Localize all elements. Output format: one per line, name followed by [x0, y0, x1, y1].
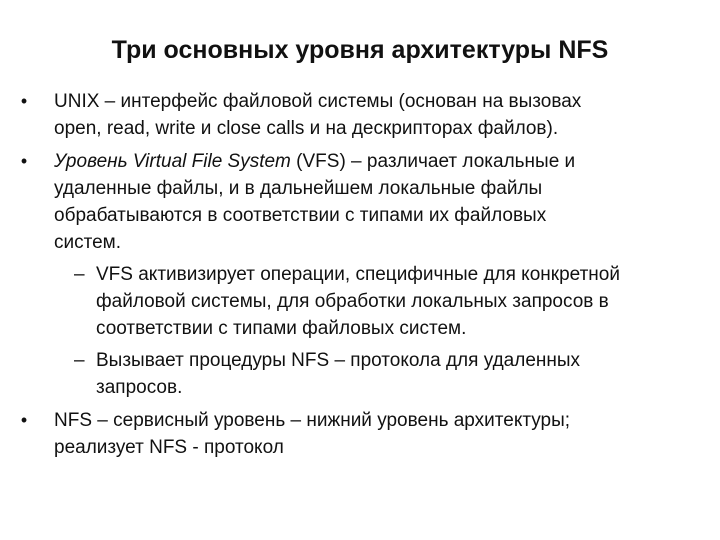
- sub-item-line: соответствии с типами файловых систем.: [96, 318, 467, 339]
- dash-icon: –: [74, 264, 85, 285]
- item-line: обрабатываются в соответствии с типами их файловых: [54, 205, 547, 226]
- sub-item-nfs-calls: [54, 347, 714, 401]
- bullet-list: [20, 88, 714, 467]
- slide-title: Три основных уровня архитектуры NFS: [111, 36, 609, 64]
- list-item-vfs: [20, 148, 714, 401]
- list-item-unix: [20, 88, 714, 142]
- sub-item-line: запросов.: [96, 377, 183, 398]
- list-item-nfs: [20, 407, 714, 461]
- item-line: реализует NFS - протокол: [54, 437, 284, 458]
- italic-term: Уровень Virtual File System: [54, 151, 291, 172]
- bullet-icon: •: [20, 91, 28, 111]
- item-line: NFS – сервисный уровень – нижний уровень архитектуры;: [54, 410, 571, 431]
- bullet-icon: •: [20, 410, 28, 430]
- sub-item-vfs-operations: [54, 261, 714, 342]
- item-line-rest: (VFS) – различает локальные и: [290, 151, 576, 172]
- sub-item-line: VFS активизирует операции, специфичные для конкретной: [96, 264, 620, 285]
- item-line: [54, 148, 714, 175]
- sub-item-line: Вызывает процедуры NFS – протокола для удаленных: [96, 350, 581, 371]
- dash-icon: –: [74, 350, 85, 371]
- item-line: удаленные файлы, и в дальнейшем локальные файлы: [54, 178, 543, 199]
- item-line: UNIX – интерфейс файловой системы (основан на вызовах: [54, 91, 582, 112]
- item-line: систем.: [54, 232, 122, 253]
- item-line: open, read, write и close calls и на дескрипторах файлов).: [54, 118, 559, 139]
- bullet-icon: •: [20, 151, 28, 171]
- sub-item-line: файловой системы, для обработки локальных запросов в: [96, 291, 609, 312]
